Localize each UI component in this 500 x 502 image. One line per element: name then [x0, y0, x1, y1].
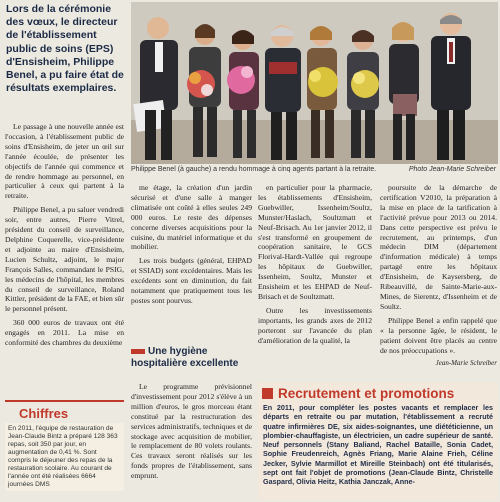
- paragraph: Philippe Benel, a pu saluer vendredi soir, entre autres, Pierre Vitrel, président du conseil de surveillance, Delphine Coquerelle, vice-présidente et adjointe au maire d'Ensisheim, Lucien Schultz, adjoint, le major François Salles, commandant le PSIG, les médecins de l'hôpital, les membres du conseil de surveillance, Roland Kittler, président de la FAE, et bien sûr le personnel présent.: [5, 205, 124, 314]
- paragraph: Le passage à une nouvelle année est l'occasion, à l'établissement public de soins d'Ensisheim, de jeter un œil sur l'année écoulée, de présenter les objectifs de l'année qui commence et de rendre hommage au personnel, en particulier à ceux qui partent à la retraite.: [5, 122, 124, 201]
- article-column-4: [380, 183, 497, 369]
- paragraph: Outre les investissements importants, les grands axes de 2012 porteront sur l'avancée du plan d'amélioration de la qualité, la: [258, 305, 372, 345]
- paragraph: Le programme prévisionnel d'investissement pour 2012 s'élève à un million d'euros, le gros morceau étant constitué par la restructuration des services administratifs, techniques et de stockage avec acquisition de mobilier, le remplacement de 80 volets roulants. Ces travaux seront réalisés sur les fonds propres de l'établissement, sans emprunt.: [131, 382, 252, 481]
- caption-text: Philippe Benel (à gauche) a rendu hommage à cinq agents partant à la retraite.: [131, 166, 377, 173]
- paragraph: me étage, la création d'un jardin sécurisé et d'une salle à manger climatisée ont coûté à elles seules 249 000 euros. Le reste des dépenses concerne diverses acquisitions pour la cuisine, du matériel informatique et du mobilier.: [131, 183, 252, 252]
- article-photo: [131, 2, 498, 164]
- recrutement-title: Recrutement et promotions: [278, 386, 455, 401]
- chiffres-title: Chiffres: [19, 406, 69, 421]
- group-photo-image: [131, 2, 498, 164]
- paragraph: Les trois budgets (général, EHPAD et SSIAD) sont excédentaires. Mais les excédents sont en diminution, du fait notamment que pratiquement tous les postes sont pourvus.: [131, 256, 252, 305]
- paragraph: en particulier pour la pharmacie, les établissements d'Ensisheim, Guebwiller, Issenheim/Soultz, Munster/Haslach, Soultzmatt et Neuf-Brisach. Au 1er janvier 2012, il s'est transformé en groupement de coopération sanitaire, le GCS Florival-Hardt-Vallée qui regroupe les hôpitaux de Guebwiller, Issenheim, Soultz, Munster et Ensisheim et les EHPAD de Neuf-Brisach et de Soultzmatt.: [258, 183, 372, 301]
- recrutement-box: [258, 382, 498, 500]
- subheading-text: Une hygiène hospitalière excellente: [131, 346, 239, 369]
- paragraph: 360 000 euros de travaux ont été engagés en 2011. La mise en conformité des chambres du deuxième: [5, 318, 124, 348]
- section-marker-icon: [262, 388, 273, 399]
- chiffres-text: En 2011, l'équipe de restauration de Jean-Claude Bintz a préparé 128 363 repas, soit 350 par jour, en augmentation de 0,41 %. Sont compris le déjeuner des repas de la restauration scolaire. Au courant de l'année ont été réalisées 6664 journées DMS: [5, 423, 124, 491]
- article-column-3: [258, 183, 372, 350]
- article-column-2: [131, 183, 252, 310]
- subheading-hygiene: [131, 346, 252, 369]
- photo-credit: Photo Jean-Marie Schreiber: [408, 166, 496, 173]
- photo-caption: [131, 166, 498, 173]
- article-column-1: [5, 122, 124, 352]
- paragraph: poursuite de la démarche de certification V2010, la préparation à la mise en place de la tarification à l'activité prévue pour 2013 ou 2014. Dans cette perspective est prévu le recrutement, au printemps, d'un médecin DIM (département d'information médicale) à temps partagé entre les hôpitaux d'Ensisheim, de Kaysersberg, de Ribeauvillé, de Sainte-Marie-aux-Mines, de Sierentz, d'Issenheim et de Soultz.: [380, 183, 497, 311]
- author-signature: Jean-Marie Schreiber: [435, 359, 497, 368]
- chiffres-box: [5, 400, 124, 502]
- paragraph: Philippe Benel a enfin rappelé que « la personne âgée, le résident, le patient doivent être placés au centre de nos préoccupations ».: [380, 315, 497, 355]
- subheading-marker: [131, 349, 145, 354]
- recrutement-header: [258, 382, 498, 403]
- article-lead: Lors de la cérémonie des vœux, le directeur de l'établissement public de soins (EPS) d'Ensisheim, Philippe Benel, a pu faire état de résultats exemplaires.: [6, 3, 124, 95]
- article-column-2-continued: [131, 382, 252, 485]
- recrutement-text: En 2011, pour compléter les postes vacants et remplacer les départs en retraite ou par mutation, l'établissement a recruté quatre infirmières DE, six aides-soignantes, une diététicienne, un plombier-chauffagiste, un électricien, un cadre supérieur de santé. Neuf personnels (Stany Baliand, Rachel Bataille, Sonia Cadet, Sophie Freudenreich, Agnès Friang, Marie Alaine Frieh, Céline Jecker, Sylvie Marmillot et Mireille Steinbach) ont été titularisés, sept ont fait l'objet de promotions (Jean-Claude Bintz, Christelle Gaspard, Olivia Heitz, Kathia Janczak, Anne-: [263, 403, 493, 487]
